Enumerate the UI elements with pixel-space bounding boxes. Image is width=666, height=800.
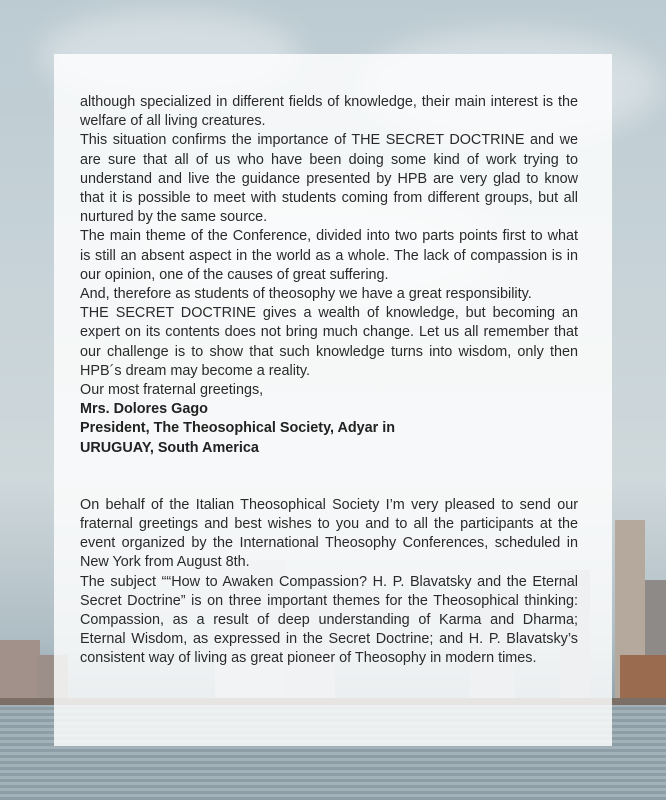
paragraph: On behalf of the Italian Theosophical Society I’m very pleased to send our fraternal greetings and best wishes to you and to all the participants at the event organized by the International Theosophy Conferences, scheduled in New York from August 8th. [80,496,578,571]
signature-location: URUGUAY, South America [80,439,259,456]
signature-title: President, The Theosophical Society, Adyar in [80,420,396,437]
signature-name: Mrs. Dolores Gago [80,401,208,418]
paragraph: THE SECRET DOCTRINE gives a wealth of knowledge, but becoming an expert on its contents does not bring much change. Let us all remember that our challenge is to show that such knowledge turns into wisdom, only then HPB´s dream may become a reality. [80,305,578,379]
document-body [80,93,578,669]
paragraph: Our most fraternal greetings, [80,382,264,399]
paragraph: although specialized in different fields of knowledge, their main interest is the welfare of all living creatures. [80,94,578,130]
paragraph: This situation confirms the importance of THE SECRET DOCTRINE and we are sure that all of us who have been doing some kind of work trying to understand and live the guidance presented by HPB are very glad to know that it is possible to meet with students coming from different groups, but all nurtured by the same source. [80,132,578,226]
paragraph: And, therefore as students of theosophy we have a great responsibility. [80,286,532,303]
paragraph: The main theme of the Conference, divided into two parts points first to what is still an absent aspect in the world as a whole. The lack of compassion is in our opinion, one of the causes of great suffering. [80,228,578,283]
paragraph: The subject ““How to Awaken Compassion? H. P. Blavatsky and the Eternal Secret Doctrine” is on three important themes for the Theosophical thinking: Compassion, as a result of deep understanding of Karma and Dharma; Eternal Wisdom, as expressed in the Secret Doctrine; and H. P. Blavatsky’s consistent way of living as great pioneer of Theosophy in modern times. [80,573,578,667]
